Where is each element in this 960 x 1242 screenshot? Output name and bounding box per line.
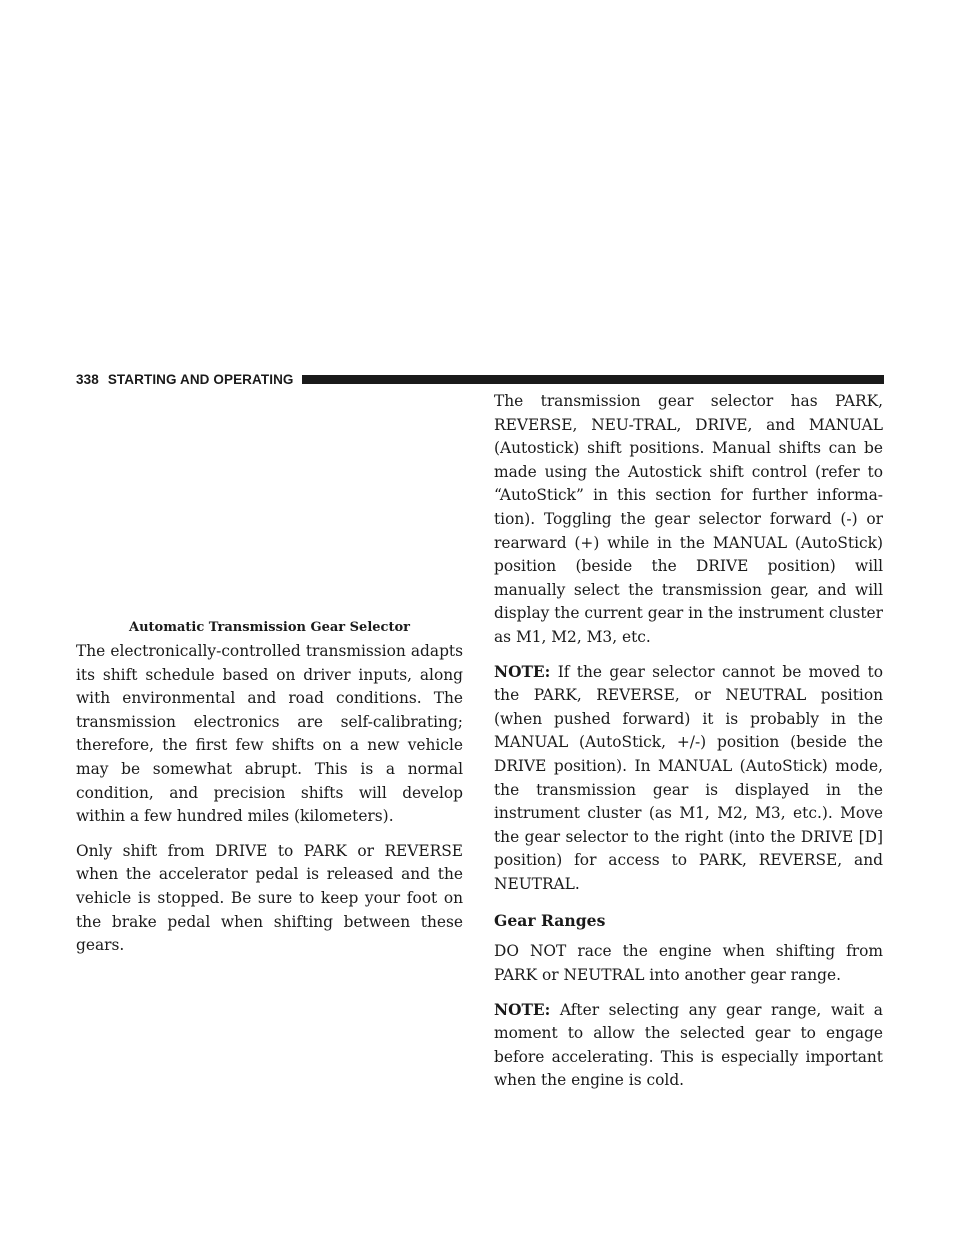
paragraph-transmission-adapts: The electronically-controlled transmission adapts its shift schedule based on driver inputs, along with environmental and road conditions. The transmission electronics are self-calibrating; therefore, the first few shifts on a new vehicle may be somewhat abrupt. This is a normal condition, and precision shifts will develop within a few hundred miles (kilometers). — [76, 642, 463, 826]
note-label: NOTE: — [494, 1000, 551, 1019]
left-column — [76, 640, 463, 969]
section-title: STARTING AND OPERATING — [107, 371, 294, 387]
paragraph-gear-selector-positions: The transmission gear selector has PARK, REVERSE, NEU-TRAL, DRIVE, and MANUAL (Autostick) shift positions. Manual shifts can be made using the Autostick shift control (refer to “AutoStick” in this section for further informa-tion). Toggling the gear selector forward (-) or rearward (+) while in the MANUAL (AutoStick) position (beside the DRIVE position) will manually select the transmission gear, and will display the current gear in the instrument cluster as M1, M2, M3, etc. — [494, 392, 883, 646]
figure-caption: Automatic Transmission Gear Selector — [129, 620, 410, 635]
paragraph-shift-drive-to-park: Only shift from DRIVE to PARK or REVERSE when the accelerator pedal is released and the vehicle is stopped. Be sure to keep your foot on the brake pedal when shifting between these gears. — [76, 841, 463, 955]
page-number: 338 — [76, 371, 99, 387]
figure-image-area — [76, 395, 463, 615]
right-column — [494, 390, 883, 1104]
note-gear-selector — [494, 661, 883, 897]
note-gear-range — [494, 999, 883, 1093]
subhead-gear-ranges: Gear Ranges — [494, 911, 606, 931]
header-rule — [302, 375, 884, 384]
note-label: NOTE: — [494, 662, 551, 681]
note-text: If the gear selector cannot be moved to the PARK, REVERSE, or NEUTRAL position (when pushed forward) it is probably in the MANUAL (AutoStick, +/-) position (beside the DRIVE position). In MANUAL (AutoStick) mode, the transmission gear is displayed in the instrument cluster (as M1, M2, M3, etc.). Move the gear selector to the right (into the DRIVE [D] position) for access to PARK, REVERSE, and NEUTRAL. — [494, 662, 883, 893]
page-header — [76, 368, 884, 390]
paragraph-do-not-race: DO NOT race the engine when shifting from PARK or NEUTRAL into another gear range. — [494, 942, 883, 985]
note-text: After selecting any gear range, wait a moment to allow the selected gear to engage before accelerating. This is especially important when the engine is cold. — [494, 1000, 883, 1090]
